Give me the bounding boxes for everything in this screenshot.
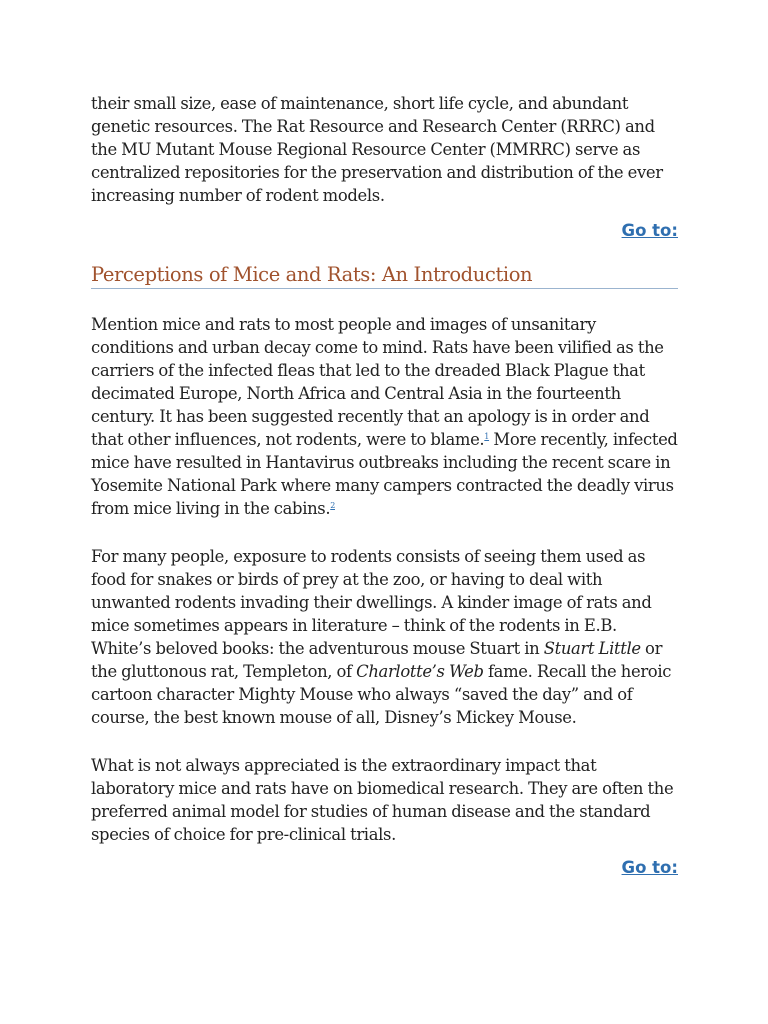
goto-link-bottom[interactable]: Go to: <box>621 858 678 877</box>
paragraph-1-text-a: Mention mice and rats to most people and images of unsanitary conditions and urban decay come to mind. Rats have been vilified as the carriers of the infected fleas that led to the dreaded Black Plague that decimated Europe, North Africa and Central Asia in the fourteenth century. It has been suggested recently that an apology is in order and that other influences, not rodents, were to blame. <box>91 315 664 449</box>
paragraph-2-text-a: For many people, exposure to rodents consists of seeing them used as food for snakes or birds of prey at the zoo, or having to deal with unwanted rodents invading their dwellings. A kinder image of rats and mice sometimes appears in literature – think of the rodents in E.B. White’s beloved books: the adventurous mouse Stuart in <box>91 547 652 658</box>
reference-2 <box>330 501 335 510</box>
book-title-stuart-little: Stuart Little <box>543 639 641 658</box>
paragraph-2 <box>91 545 678 729</box>
paragraph-2-text-c: fame. Recall the heroic cartoon character Mighty Mouse who always “saved the day” and of course, the best known mouse of all, Disney’s Mickey Mouse. <box>91 662 672 727</box>
goto-row-top <box>91 220 678 242</box>
paragraph-1 <box>91 313 678 520</box>
paragraph-2-text-b: or the gluttonous rat, Templeton, of <box>91 639 663 681</box>
goto-row-bottom <box>91 857 678 879</box>
book-title-charlottes-web: Charlotte’s Web <box>356 662 484 681</box>
intro-paragraph: their small size, ease of maintenance, short life cycle, and abundant genetic resources. The Rat Resource and Research Center (RRRC) and the MU Mutant Mouse Regional Resource Center (MMRRC) serve as centralized repositories for the preservation and distribution of the ever increasing number of rodent models. <box>91 94 663 205</box>
reference-2-link[interactable]: 2 <box>330 501 335 510</box>
paragraph-3: What is not always appreciated is the extraordinary impact that laboratory mice and rats have on biomedical research. They are often the preferred animal model for studies of human disease and the standard species of choice for pre-clinical trials. <box>91 756 674 844</box>
reference-1-link[interactable]: 1 <box>484 432 490 441</box>
goto-link-top[interactable]: Go to: <box>621 221 678 240</box>
paragraph-1-text-b: More recently, infected mice have resulted in Hantavirus outbreaks including the recent scare in Yosemite National Park where many campers contracted the deadly virus from mice living in the cabins. <box>91 430 678 518</box>
section-heading: Perceptions of Mice and Rats: An Introduction <box>91 262 678 289</box>
article-page <box>91 92 678 879</box>
